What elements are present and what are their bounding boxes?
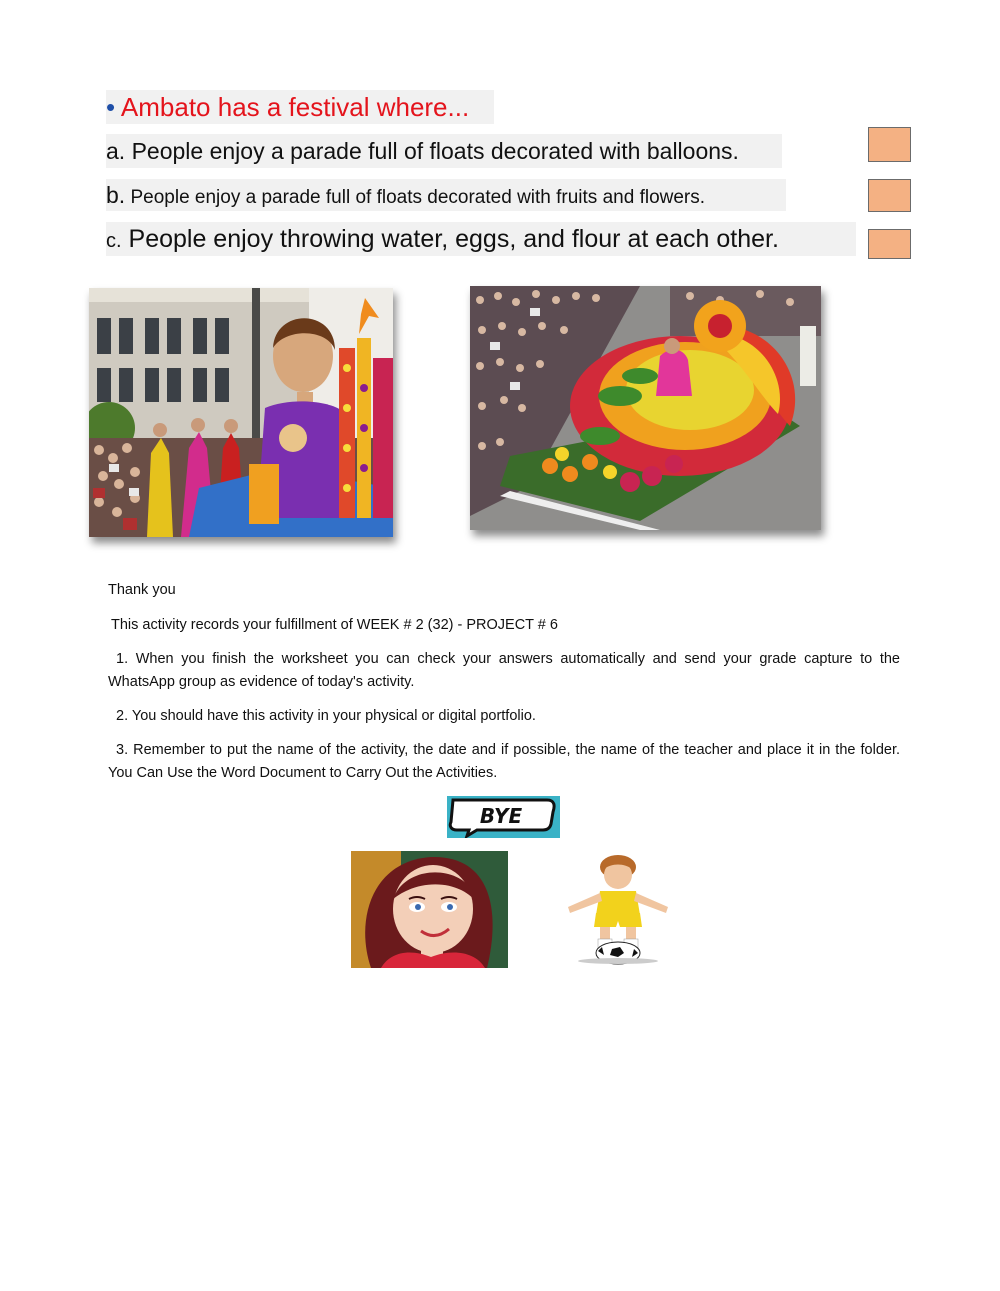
option-a-text: People enjoy a parade full of floats decorated with balloons. [131, 138, 739, 164]
step-3-text: 3. Remember to put the name of the activity, the date and if possible, the name of the teacher and place it in the folder. You Can Use the Word Document to Carry Out the Activities. [108, 742, 900, 781]
thank-you-text: Thank you [108, 582, 176, 598]
parade-float-queens-photo [89, 288, 393, 537]
answer-box-b[interactable] [868, 179, 911, 212]
step-2-text: 2. You should have this activity in your physical or digital portfolio. [116, 708, 536, 724]
activity-record-text: This activity records your fulfillment of WEEK # 2 (32) - PROJECT # 6 [111, 617, 558, 633]
option-a [106, 134, 782, 168]
option-c-letter: c. [106, 230, 122, 252]
question-title [106, 90, 494, 124]
title-bullet: • [106, 92, 116, 122]
option-c-text: People enjoy throwing water, eggs, and flour at each other. [128, 225, 779, 253]
flower-fruit-float-photo [470, 286, 821, 530]
option-c [106, 222, 856, 256]
bye-sign [447, 796, 560, 838]
woman-clipart [351, 851, 508, 968]
option-b-letter: b. [106, 182, 126, 208]
option-b [106, 179, 786, 211]
option-a-letter: a. [106, 138, 126, 164]
step-1-text: 1. When you finish the worksheet you can check your answers automatically and send your grade capture to the WhatsApp group as evidence of today's activity. [108, 651, 900, 690]
answer-box-c[interactable] [868, 229, 911, 259]
answer-box-a[interactable] [868, 127, 911, 162]
bye-label: BYE [479, 804, 523, 828]
option-b-text: People enjoy a parade full of floats decorated with fruits and flowers. [130, 187, 706, 208]
question-title-text: Ambato has a festival where... [120, 92, 470, 122]
soccer-player-clipart [548, 855, 688, 965]
